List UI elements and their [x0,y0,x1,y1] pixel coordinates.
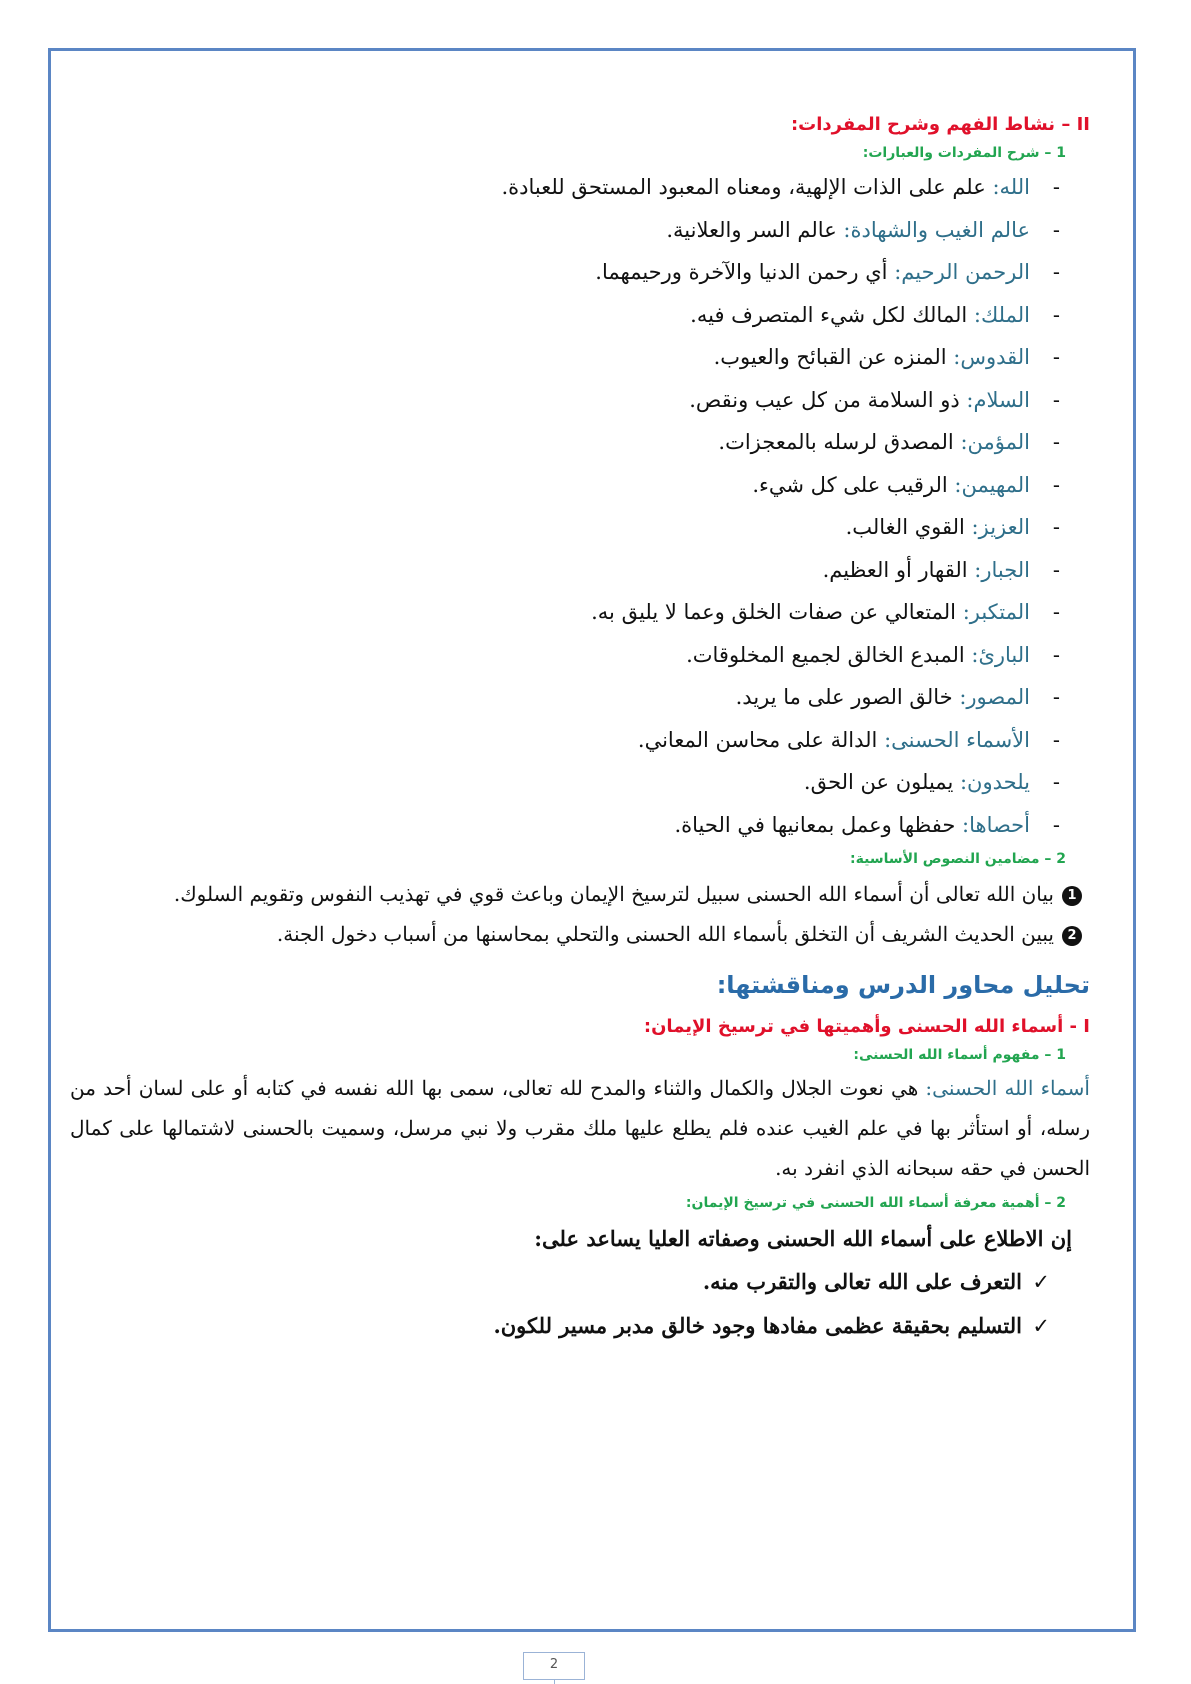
definition-item [70,209,1060,252]
definition-item [70,336,1060,379]
definition-item [70,464,1060,507]
dash-bullet: - [1052,515,1060,539]
checklist-item [70,1260,1050,1304]
dash-bullet: - [1052,430,1060,454]
definition-item [70,379,1060,422]
page-number: 2 [523,1652,585,1680]
definition-text: حفظها وعمل بمعانيها في الحياة. [674,812,963,837]
subsection-title-concept: 1 – مفهوم أسماء الله الحسنى: [853,1047,1066,1063]
theme-text: يبين الحديث الشريف أن التخلق بأسماء الله الحسنى والتحلي بمحاسنها من أسباب دخول الجنة. [276,922,1054,946]
definition-item [70,421,1060,464]
definition-item [70,804,1060,847]
theme-item [70,874,1082,914]
definition-text: يميلون عن الحق. [803,770,960,794]
definition-text: أي رحمن الدنيا والآخرة ورحيمهما. [595,260,895,284]
definition-text: القوي الغالب. [845,515,972,539]
definition-term: المؤمن: [960,430,1030,454]
definition-term: الجبار: [974,557,1030,582]
definition-term: الرحمن الرحيم: [894,260,1030,284]
dash-bullet: - [1052,642,1060,667]
dash-bullet: - [1052,472,1060,497]
subsection-title-importance: 2 – أهمية معرفة أسماء الله الحسنى في ترسيخ الإيمان: [685,1195,1066,1211]
definition-term: البارئ: [971,642,1030,667]
definition-text: علم على الذات الإلهية، ومعناه المعبود المستحق للعبادة. [501,175,993,199]
importance-intro: إن الاطلاع على أسماء الله الحسنى وصفاته العليا يساعد على: [534,1226,1072,1251]
checklist-text: التسليم بحقيقة عظمى مفادها وجود خالق مدبر مسير للكون. [493,1313,1022,1338]
definition-item [70,634,1060,677]
dash-bullet: - [1052,387,1060,412]
definition-item [70,549,1060,592]
definition-term: المتكبر: [962,600,1030,624]
subsection-title-vocabulary: 1 – شرح المفردات والعبارات: [862,145,1066,161]
dash-bullet: - [1052,770,1060,794]
concept-term: أسماء الله الحسنى: [925,1076,1090,1100]
checklist-item [70,1304,1050,1348]
concept-text: هي نعوت الجلال والكمال والثناء والمدح لله تعالى، سمى بها الله نفسه في كتابه أو على لسان أحد من رسله، أو استأثر بها في علم الغيب عنده فلم يطلع عليها ملك مقرب ولا نبي مرسل، وسميت بالحسنى لاشتمالها على كمال الحسن في حقه سبحانه الذي انفرد به. [70,1076,1090,1180]
definition-text: القهار أو العظيم. [822,557,975,582]
definition-term: الأسماء الحسنى: [884,727,1030,752]
dash-bullet: - [1052,557,1060,582]
definition-text: الرقيب على كل شيء. [752,472,955,497]
checkmark-icon: ✓ [1032,1314,1050,1338]
page-number-tick [554,1680,555,1684]
dash-bullet: - [1052,345,1060,369]
definition-term: عالم الغيب والشهادة: [843,217,1030,242]
importance-checklist [70,1260,1090,1348]
dash-bullet: - [1052,260,1060,284]
definition-text: المالك لكل شيء المتصرف فيه. [690,302,974,327]
definition-text: ذو السلامة من كل عيب ونقص. [689,387,967,412]
definition-term: يلحدون: [959,770,1030,794]
subsection-title-themes: 2 – مضامين النصوص الأساسية: [850,851,1066,867]
section-title: II – نشاط الفهم وشرح المفردات: [790,114,1090,135]
definition-term: السلام: [966,387,1030,412]
checklist-text: التعرف على الله تعالى والتقرب منه. [702,1269,1022,1294]
dash-bullet: - [1052,175,1060,199]
definition-text: المبدع الخالق لجميع المخلوقات. [686,642,972,667]
definition-item [70,676,1060,719]
definition-text: المنزه عن القبائح والعيوب. [713,345,954,369]
checkmark-icon: ✓ [1032,1270,1050,1294]
definition-text: عالم السر والعلانية. [666,217,844,242]
definition-item [70,166,1060,209]
definition-item [70,251,1060,294]
circled-number-icon: 1 [1062,886,1082,906]
theme-text: بيان الله تعالى أن أسماء الله الحسنى سبيل لترسيخ الإيمان وباعث قوي في تهذيب النفوس وتقويم السلوك. [173,882,1054,906]
definition-text: الدالة على محاسن المعاني. [637,727,885,752]
definition-term: المصور: [959,685,1030,709]
definition-term: المهيمن: [954,472,1030,497]
definition-item [70,719,1060,762]
definition-text: خالق الصور على ما يريد. [735,685,960,709]
definition-term: الملك: [973,302,1030,327]
definition-term: القدوس: [953,345,1030,369]
dash-bullet: - [1052,812,1060,837]
definition-item [70,506,1060,549]
circled-number-icon: 2 [1062,926,1082,946]
theme-item [70,914,1082,954]
definition-item [70,591,1060,634]
definition-text: المصدق لرسله بالمعجزات. [718,430,961,454]
concept-paragraph [70,1068,1090,1188]
dash-bullet: - [1052,685,1060,709]
definition-item [70,294,1060,337]
analysis-title: تحليل محاور الدرس ومناقشتها: [716,971,1090,999]
definition-term: العزيز: [971,515,1030,539]
definition-term: الله: [992,175,1030,199]
definitions-list [70,166,1090,846]
page-content [70,100,1090,1348]
dash-bullet: - [1052,600,1060,624]
dash-bullet: - [1052,302,1060,327]
dash-bullet: - [1052,217,1060,242]
axis1-title: I - أسماء الله الحسنى وأهميتها في ترسيخ الإيمان: [643,1016,1090,1037]
definition-item [70,761,1060,804]
themes-list [70,874,1090,954]
definition-text: المتعالي عن صفات الخلق وعما لا يليق به. [591,600,963,624]
dash-bullet: - [1052,727,1060,752]
definition-term: أحصاها: [962,812,1030,837]
